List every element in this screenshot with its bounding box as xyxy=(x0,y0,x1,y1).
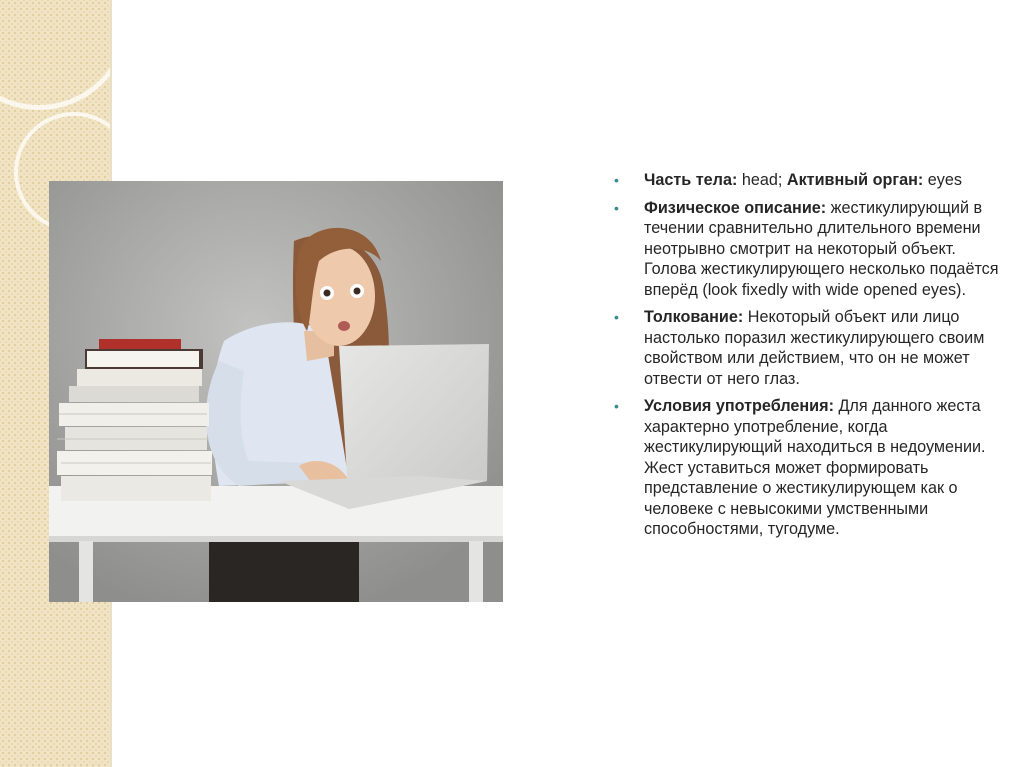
bullet-term: Условия употребления: xyxy=(644,397,834,415)
bullet-item xyxy=(612,170,1002,191)
bullet-icon: • xyxy=(614,199,619,216)
bullet-term: Физическое описание: xyxy=(644,198,827,217)
photo-woman-staring-at-laptop xyxy=(49,181,503,602)
bullet-icon: • xyxy=(614,172,619,188)
bullet-icon: • xyxy=(614,398,619,414)
bullet-text: жестикулирующий в течении сравнительно длительного времени неотрывно смотрит на некоторый объект. Голова жестикулирующего несколько подаётся вперёд (look fixedly with wide opened eyes). xyxy=(644,198,999,299)
bullet-term: Толкование: xyxy=(644,308,744,326)
bullet-icon: • xyxy=(614,309,619,325)
bullet-text: Некоторый объект или лицо настолько поразил жестикулирующего своим свойством или действием, что он не может отвести от него глаз. xyxy=(644,308,985,388)
bullet-item xyxy=(612,307,1002,389)
bullet-item xyxy=(612,396,1002,540)
bullet-term: Часть тела: xyxy=(644,171,738,189)
bullet-term: Активный орган: xyxy=(786,171,924,189)
bullet-list xyxy=(612,170,1002,547)
bullet-text: head; xyxy=(737,171,787,189)
bullet-item xyxy=(612,198,1002,301)
bullet-text: Для данного жеста характерно употребление, когда жестикулирующий находиться в недоумении. Жест уставиться может формировать представление о жестикулирующем как о человеке с невысокими умственными способностями, тугодуме. xyxy=(644,397,986,538)
bullet-text: eyes xyxy=(923,171,962,189)
